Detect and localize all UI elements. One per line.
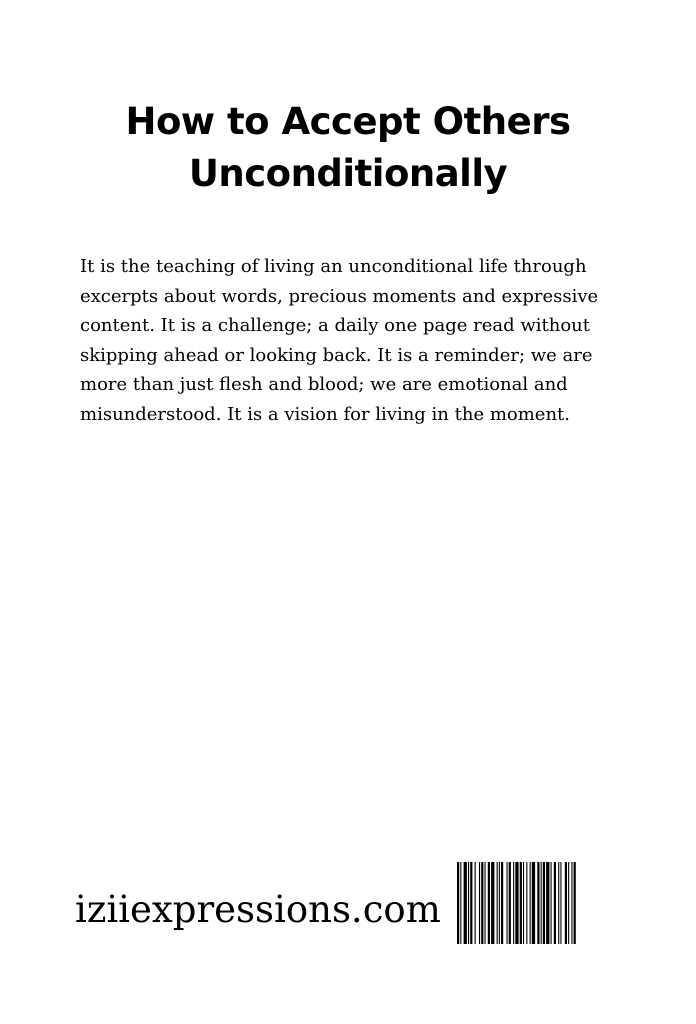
barcode-bar — [551, 862, 552, 944]
barcode-icon — [455, 860, 615, 946]
book-title-line-2: Unconditionally — [188, 152, 508, 195]
barcode-bar — [537, 862, 539, 944]
barcode-bar — [468, 862, 469, 944]
book-title — [0, 96, 696, 200]
barcode-bar — [523, 862, 524, 944]
barcode-bar — [460, 862, 461, 944]
barcode-bar — [568, 862, 569, 944]
barcode-bar — [501, 862, 503, 944]
barcode-bar — [565, 862, 567, 944]
barcode-bar — [526, 862, 527, 944]
barcode-bar — [532, 862, 535, 944]
barcode-bar — [513, 862, 514, 944]
barcode-bar — [497, 862, 498, 944]
barcode-bar — [571, 862, 572, 944]
barcode-bar — [481, 862, 483, 944]
barcode-bar — [558, 862, 559, 944]
barcode-bar — [491, 862, 494, 944]
barcode-bar — [485, 862, 486, 944]
barcode-bar — [554, 862, 556, 944]
barcode-bar — [475, 862, 476, 944]
barcode-bar — [543, 862, 545, 944]
barcode-bar — [520, 862, 522, 944]
book-title-line-1: How to Accept Others — [125, 100, 571, 143]
website-url: iziiexpressions.com — [75, 888, 441, 931]
barcode-bar — [515, 862, 518, 944]
barcode-bar — [560, 862, 561, 944]
barcode-bar — [546, 862, 549, 944]
barcode-bar — [470, 862, 472, 944]
barcode-bar — [464, 862, 467, 944]
barcode-bar — [479, 862, 480, 944]
barcode-bar — [574, 862, 576, 944]
barcode-bar — [509, 862, 511, 944]
barcode-bar — [499, 862, 500, 944]
barcode-bar — [530, 862, 531, 944]
barcode-bar — [488, 862, 490, 944]
barcode-bar — [507, 862, 508, 944]
barcode-bar — [457, 862, 459, 944]
barcode-bar — [541, 862, 542, 944]
book-blurb: It is the teaching of living an unconditional life through excerpts about words, precious moments and expressive content. It is a challenge; a daily one page read without skipping ahead or looking back. It is a reminder; we are more than just flesh and blood; we are emotional and misunderstood. It is a vision for living in the moment. — [80, 256, 599, 425]
